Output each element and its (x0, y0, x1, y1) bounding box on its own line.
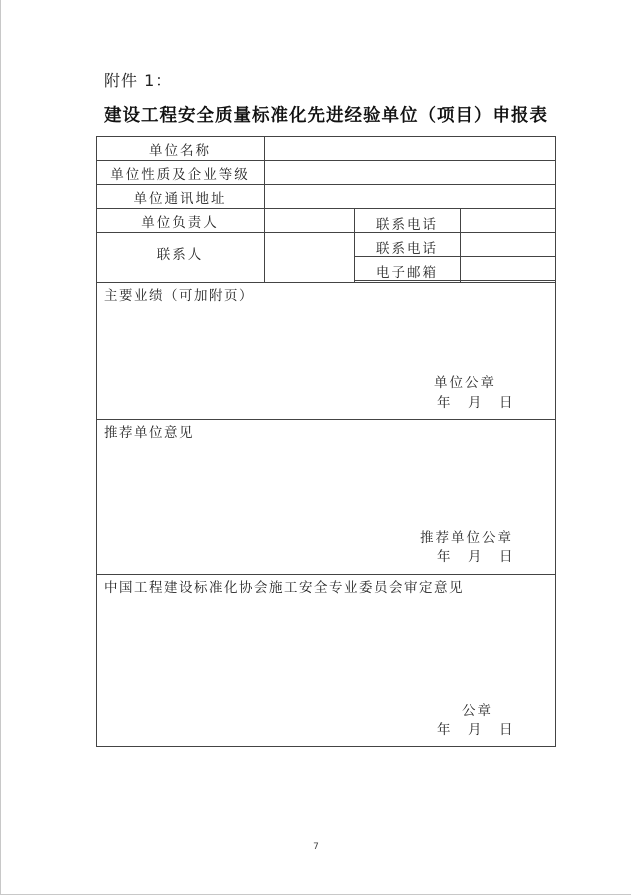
date-line: 年 月 日 (437, 395, 515, 411)
phone-label: 联系电话 (376, 241, 438, 257)
page-title: 建设工程安全质量标准化先进经验单位（项目）申报表 (104, 106, 548, 126)
section-divider (96, 419, 556, 420)
table-border-bottom (96, 746, 556, 747)
recommendation-label: 推荐单位意见 (104, 425, 194, 441)
contact-person-label: 联系人 (156, 247, 204, 263)
unit-nature-label: 单位性质及企业等级 (110, 167, 250, 183)
row-divider (96, 208, 556, 209)
phone-label: 联系电话 (376, 217, 438, 233)
row-divider (96, 160, 556, 161)
attachment-label: 附件 1： (104, 71, 173, 90)
row-divider (96, 232, 556, 233)
unit-address-label: 单位通讯地址 (133, 191, 227, 207)
official-seal-label: 公章 (462, 703, 493, 719)
column-divider (354, 208, 355, 283)
unit-name-label: 单位名称 (149, 143, 211, 159)
column-divider (460, 208, 461, 283)
unit-seal-label: 单位公章 (434, 375, 496, 391)
date-line: 年 月 日 (437, 549, 515, 565)
review-label: 中国工程建设标准化协会施工安全专业委员会审定意见 (104, 580, 464, 596)
section-divider (96, 574, 556, 575)
table-border-top (96, 136, 556, 137)
table-border-left (96, 136, 97, 747)
row-divider (96, 184, 556, 185)
unit-leader-label: 单位负责人 (141, 215, 219, 231)
recommender-seal-label: 推荐单位公章 (420, 530, 513, 546)
column-divider (264, 136, 265, 283)
page-number: 7 (313, 842, 319, 852)
application-form-table (96, 136, 556, 747)
achievements-label: 主要业绩（可加附页） (104, 288, 254, 304)
email-label: 电子邮箱 (376, 265, 438, 281)
row-divider (96, 282, 556, 283)
table-border-right (555, 136, 556, 747)
date-line: 年 月 日 (437, 722, 515, 738)
